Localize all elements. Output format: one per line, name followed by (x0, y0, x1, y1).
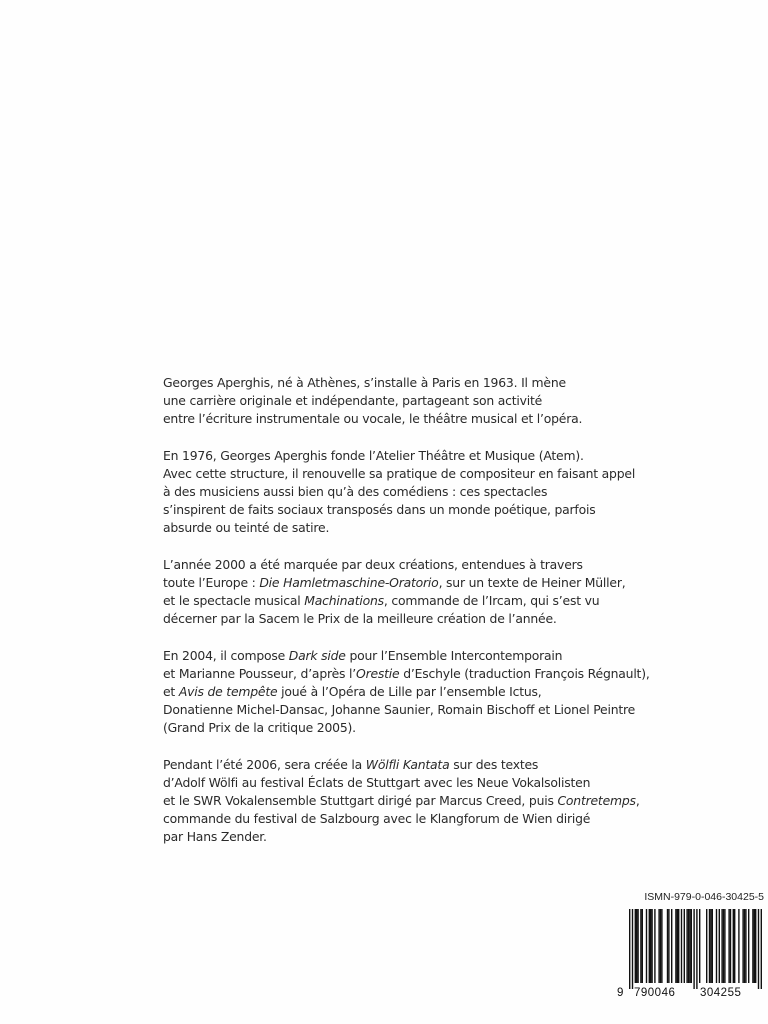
text-line: Avec cette structure, il renouvelle sa pratique de compositeur en faisant appel (163, 466, 636, 481)
work-title: Contretemps (557, 793, 636, 808)
barcode-bar (629, 909, 630, 989)
text-line (163, 592, 723, 610)
text-line: entre l’écriture instrumentale ou vocale, le théâtre musical et l’opéra. (163, 411, 583, 426)
work-title: Avis de tempête (178, 684, 278, 699)
barcode-bar (646, 909, 647, 983)
barcode-bar (758, 909, 759, 989)
barcode-bar (667, 909, 668, 983)
text-run: et le spectacle musical (163, 593, 305, 608)
barcode-digits-right: 304255 (700, 987, 742, 999)
barcode-bar (688, 909, 689, 983)
barcode-bar (675, 909, 676, 983)
barcode-bar (755, 909, 756, 983)
work-title: Machinations (304, 593, 384, 608)
barcode-bar (632, 909, 633, 989)
text-line: Donatienne Michel-Dansac, Johanne Saunier, Romain Bischoff et Lionel Peintre (163, 702, 636, 717)
barcode-bar (668, 909, 669, 983)
text-line: (Grand Prix de la critique 2005). (163, 720, 356, 735)
barcode-bar (730, 909, 731, 983)
text-line: En 1976, Georges Aperghis fonde l’Atelier Théâtre et Musique (Atem). (163, 448, 584, 463)
barcode-bar (661, 909, 662, 983)
text-line: une carrière originale et indépendante, partageant son activité (163, 393, 543, 408)
barcode-bar (712, 909, 713, 983)
barcode-bar (738, 909, 739, 983)
text-run: Pendant l’été 2006, sera créée la (163, 757, 366, 772)
text-line (163, 647, 723, 665)
text-line (163, 574, 723, 592)
text-run: , (635, 793, 640, 808)
barcode-bar (689, 909, 690, 983)
barcode-bar (721, 909, 722, 983)
text-line: s’inspirent de faits sociaux transposés dans un monde poétique, parfois (163, 502, 596, 517)
barcode-bar (723, 909, 724, 983)
barcode-bar (678, 909, 679, 983)
text-line: d’Adolf Wölfi au festival Éclats de Stuttgart avec les Neue Vokalsolisten (163, 775, 591, 790)
ean13-barcode (617, 909, 764, 989)
text-line: L’année 2000 a été marquée par deux créations, entendues à travers (163, 557, 583, 572)
text-run: toute l’Europe : (163, 575, 260, 590)
barcode-bar (684, 909, 685, 983)
text-line: décerner par la Sacem le Prix de la meilleure création de l’année. (163, 611, 557, 626)
barcode-bar (642, 909, 643, 983)
barcode-bar (745, 909, 746, 983)
text-line: Georges Aperghis, né à Athènes, s’installe à Paris en 1963. Il mène (163, 375, 566, 390)
barcode-bar (754, 909, 755, 983)
barcode-bar (671, 909, 672, 983)
barcode-bar (677, 909, 678, 983)
text-line (163, 683, 723, 701)
text-run: pour l’Ensemble Intercontemporain (345, 648, 563, 663)
barcode-bar (719, 909, 720, 983)
barcode-digits-left: 790046 (634, 987, 676, 999)
text-line (163, 792, 723, 810)
barcode-bar (696, 909, 697, 989)
bio-paragraph-2 (163, 447, 723, 537)
barcode-bar (710, 909, 711, 983)
barcode-bar (640, 909, 641, 983)
text-line: commande du festival de Salzbourg avec le Klangforum de Wien dirigé (163, 811, 591, 826)
barcode-bar (686, 909, 687, 983)
barcode-bar (761, 909, 762, 989)
barcode-bar (681, 909, 682, 983)
barcode-bar (728, 909, 729, 983)
barcode-bar (709, 909, 710, 983)
barcode-bar (706, 909, 707, 983)
text-line: par Hans Zender. (163, 829, 267, 844)
barcode-bar (658, 909, 659, 983)
work-title: Orestie (356, 666, 400, 681)
barcode-digit-first: 9 (617, 987, 624, 999)
barcode-bar (637, 909, 638, 983)
barcode-bar (699, 909, 700, 983)
barcode-bar (733, 909, 734, 983)
ismn-label: ISMN-979-0-046-30425-5 (644, 891, 764, 903)
barcode-bar (748, 909, 749, 983)
text-line: absurde ou teinté de satire. (163, 520, 330, 535)
text-run: joué à l’Opéra de Lille par l’ensemble Ictus, (277, 684, 542, 699)
bio-paragraph-4 (163, 647, 723, 737)
barcode-bar (724, 909, 725, 983)
barcode-bar (635, 909, 636, 983)
barcode-bar (651, 909, 652, 983)
text-run: , sur un texte de Heiner Müller, (438, 575, 626, 590)
barcode-block (617, 891, 764, 1011)
barcode-bar (649, 909, 650, 983)
bio-paragraph-3 (163, 556, 723, 628)
bio-paragraph-1 (163, 374, 723, 428)
work-title: Die Hamletmaschine-Oratorio (259, 575, 439, 590)
work-title: Wölfli Kantata (365, 757, 450, 772)
text-line (163, 665, 723, 683)
barcode-bar (650, 909, 651, 983)
text-run: et le SWR Vokalensemble Stuttgart dirigé par Marcus Creed, puis (163, 793, 558, 808)
work-title: Dark side (288, 648, 346, 663)
text-run: sur des textes (449, 757, 539, 772)
barcode-bar (636, 909, 637, 983)
barcode-bar (734, 909, 735, 983)
text-run: d’Eschyle (traduction François Régnault), (399, 666, 650, 681)
barcode-bar (691, 909, 692, 983)
bio-paragraph-5 (163, 756, 723, 846)
text-line: à des musiciens aussi bien qu’à des comédiens : ces spectacles (163, 484, 548, 499)
barcode-bar (744, 909, 745, 983)
barcode-bar (654, 909, 655, 983)
barcode-bar (752, 909, 753, 983)
text-run: , commande de l’Ircam, qui s’est vu (383, 593, 600, 608)
barcode-bar (716, 909, 717, 983)
barcode-bar (742, 909, 743, 983)
barcode-bar (693, 909, 694, 989)
barcode-bar (660, 909, 661, 983)
biography-text (163, 374, 723, 865)
text-line (163, 756, 723, 774)
text-run: et (163, 684, 179, 699)
text-run: En 2004, il compose (163, 648, 289, 663)
text-run: et Marianne Pousseur, d’après l’ (163, 666, 357, 681)
